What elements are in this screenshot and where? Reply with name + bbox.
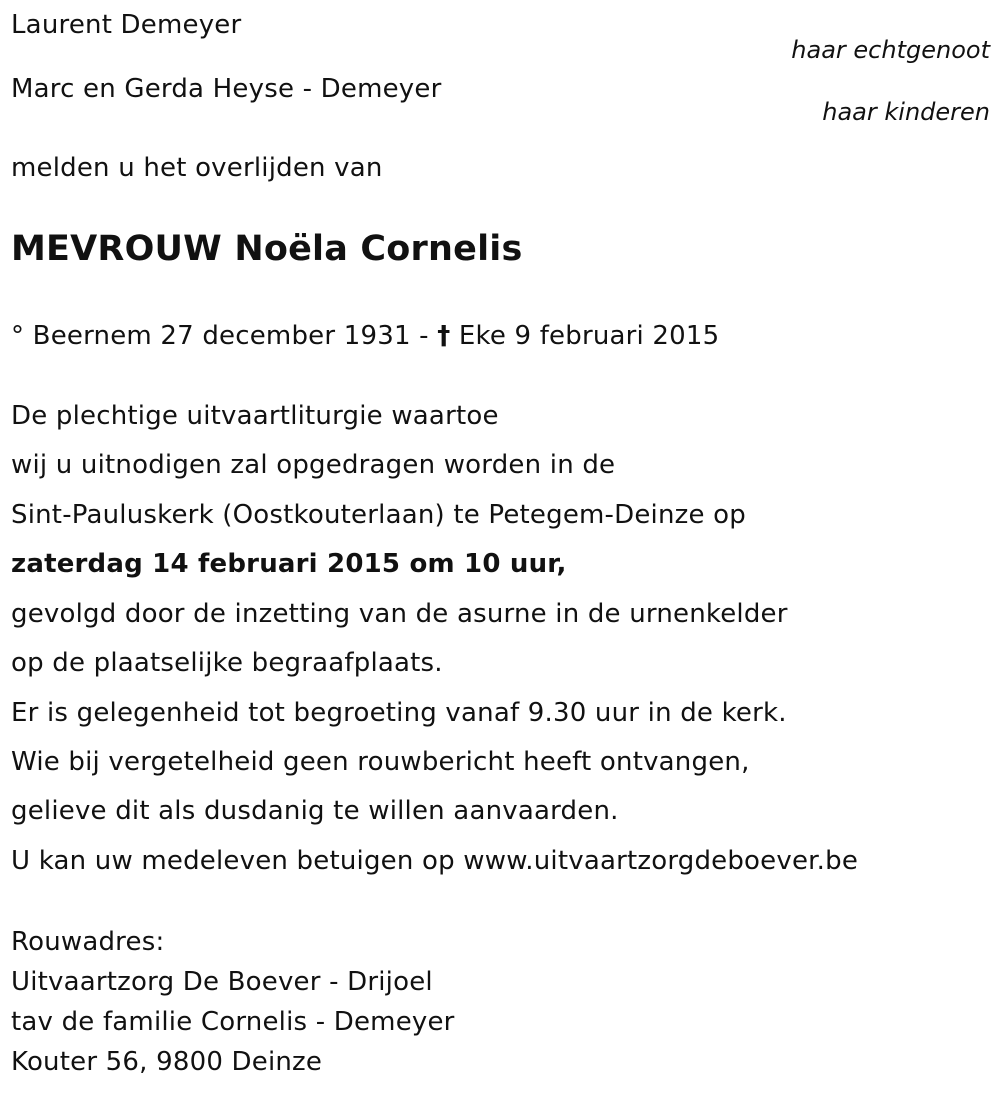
body-line-5: gevolgd door de inzetting van de asurne in de urnenkelder — [11, 599, 788, 629]
address-line-2: tav de familie Cornelis - Demeyer — [11, 1007, 455, 1037]
body-line-2: wij u uitnodigen zal opgedragen worden in de — [11, 450, 616, 480]
life-dates — [11, 321, 719, 351]
children-role: haar kinderen — [822, 98, 990, 126]
announcement-intro: melden u het overlijden van — [11, 153, 383, 183]
address-line-3: Kouter 56, 9800 Deinze — [11, 1047, 323, 1077]
body-line-3: Sint-Pauluskerk (Oostkouterlaan) te Petegem-Deinze op — [11, 500, 746, 530]
address-label: Rouwadres: — [11, 927, 165, 957]
ceremony-date: zaterdag 14 februari 2015 om 10 uur, — [11, 549, 567, 579]
children-names: Marc en Gerda Heyse - Demeyer — [11, 74, 442, 104]
husband-name: Laurent Demeyer — [11, 10, 242, 40]
condolence-website: U kan uw medeleven betuigen op www.uitvaartzorgdeboever.be — [11, 846, 859, 876]
body-line-6: op de plaatselijke begraafplaats. — [11, 648, 443, 678]
husband-role: haar echtgenoot — [791, 36, 990, 64]
body-line-8: Wie bij vergetelheid geen rouwbericht heeft ontvangen, — [11, 747, 750, 777]
deceased-name: MEVROUW Noëla Cornelis — [11, 229, 523, 269]
body-line-9: gelieve dit als dusdanig te willen aanvaarden. — [11, 796, 619, 826]
cross-icon: † — [437, 321, 451, 351]
address-line-1: Uitvaartzorg De Boever - Drijoel — [11, 967, 433, 997]
body-line-7: Er is gelegenheid tot begroeting vanaf 9.30 uur in de kerk. — [11, 698, 787, 728]
birth-info: ° Beernem 27 december 1931 - — [11, 321, 438, 351]
death-info: Eke 9 februari 2015 — [450, 321, 720, 351]
body-line-1: De plechtige uitvaartliturgie waartoe — [11, 401, 499, 431]
